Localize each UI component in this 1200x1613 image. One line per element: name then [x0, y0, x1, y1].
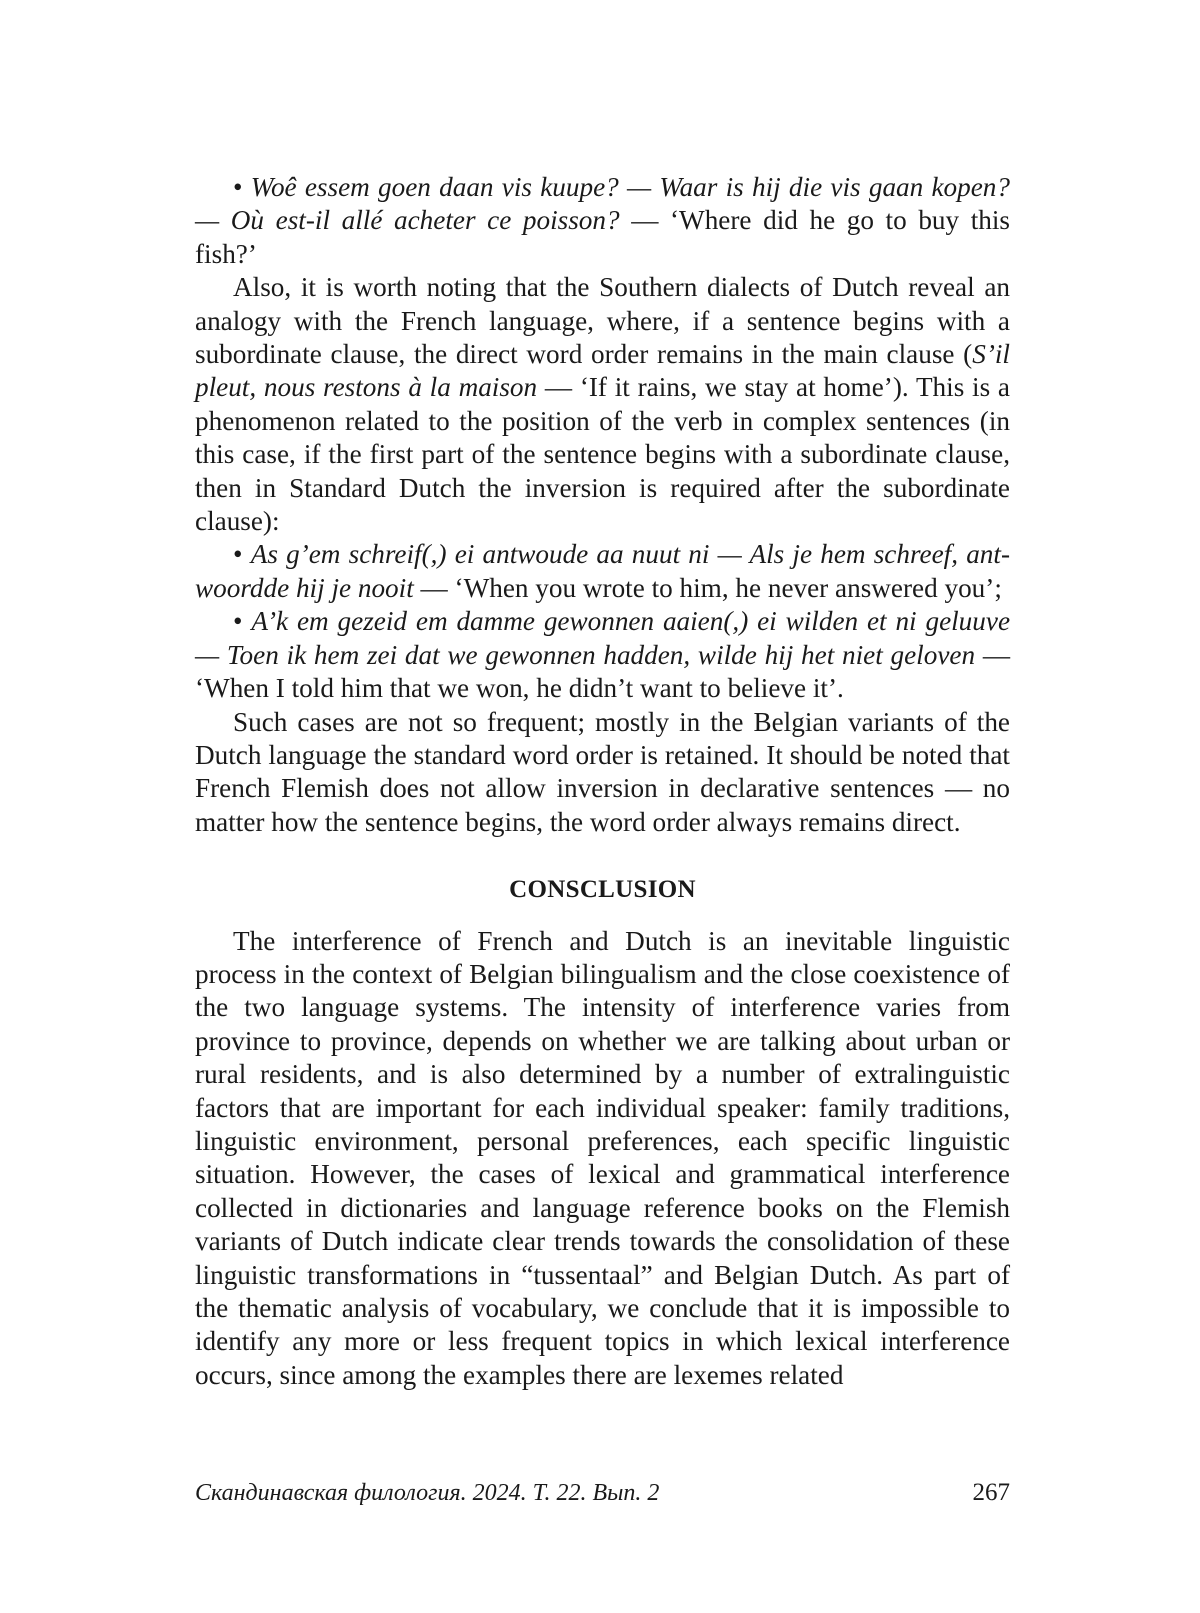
example-1-dutch: Waar is hij die vis gaan kopen?: [659, 172, 1010, 202]
paragraph-text: Also, it is worth noting that the Southern dialects of Dutch reveal an analogy with the French language, where, if a sentence begins with a subordinate clause, the direct word order remains in the main clause (: [195, 272, 1010, 370]
page-number: 267: [972, 1479, 1010, 1506]
page-footer: [195, 1476, 1010, 1510]
section-heading: CONSCLUSION: [509, 876, 696, 904]
example-2: [195, 538, 1010, 605]
french-example: S’il pleut, nous restons à la maison: [195, 339, 1010, 403]
bullet: •: [233, 606, 243, 637]
example-3-italic: A’k em gezeid em damme gewonnen aaien(,) ei wilden et ni geluuve — Toen ik hem zei dat we gewonnen hadden, wilde hij het niet geloven: [195, 606, 1011, 670]
example-2-italic: As g’em schreif(,) ei antwoude aa nuut ni — Als je hem schreef, antwoordde hij je nooit: [195, 539, 1010, 603]
bullet: •: [233, 539, 243, 570]
example-1-dash: —: [195, 205, 231, 236]
example-3-translation: — ‘When I told him that we won, he didn’t want to believe it’.: [195, 639, 1010, 704]
bullet: •: [233, 172, 243, 202]
example-1-french: Où est-il allé acheter ce poisson?: [230, 205, 620, 236]
paragraph-belgian-variants: Such cases are not so frequent; mostly in the Belgian variants of the Dutch language the standard word order is retained. It should be noted that French Flemish does not allow inversion in declarative sentences — no matter how the sentence begins, the word order always remains direct.: [195, 706, 1010, 837]
example-3: [195, 605, 1010, 705]
example-1-dash: —: [618, 172, 660, 202]
example-1: [195, 171, 1010, 271]
example-1-dash: —: [619, 205, 670, 236]
example-1-english: ‘Where did he go to buy this fish?’: [195, 205, 1010, 269]
example-2-translation: — ‘When you wrote to him, he never answered you’;: [413, 572, 1002, 603]
example-1-flemish: Woê essem goen daan vis kuupe?: [250, 172, 619, 202]
paragraph-word-order: [195, 271, 1010, 538]
journal-citation: Скандинавская филология. 2024. Т. 22. Вып. 2: [195, 1480, 660, 1506]
paragraph-conclusion: The interference of French and Dutch is an inevitable linguistic process in the context of Belgian bilingualism and the close coexistence of the two language systems. The intensity of interference varies from province to province, depends on whether we are talking about urban or rural residents, and is also determined by a number of extralinguistic factors that are important for each individual speaker: family traditions, linguistic environment, personal preferences, each specific linguistic situation. However, the cases of lexical and grammatical interference collected in dictionaries and language reference books on the Flemish variants of Dutch indicate clear trends towards the consolidation of these linguistic transformations in “tussentaal” and Belgian Dutch. As part of the thematic analysis of vocabulary, we conclude that it is impossible to identify any more or less frequent topics in which lexical interference occurs, since among the examples there are lexemes related: [195, 925, 1010, 1390]
paragraph-text: — ‘If it rains, we stay at home’). This is a phenomenon related to the position of the verb in complex sentences (in this case, if the first part of the sentence begins with a subordinate clause, then in Standard Dutch the inversion is required after the subordinate clause):: [195, 372, 1010, 537]
page-body: [195, 171, 1010, 1392]
